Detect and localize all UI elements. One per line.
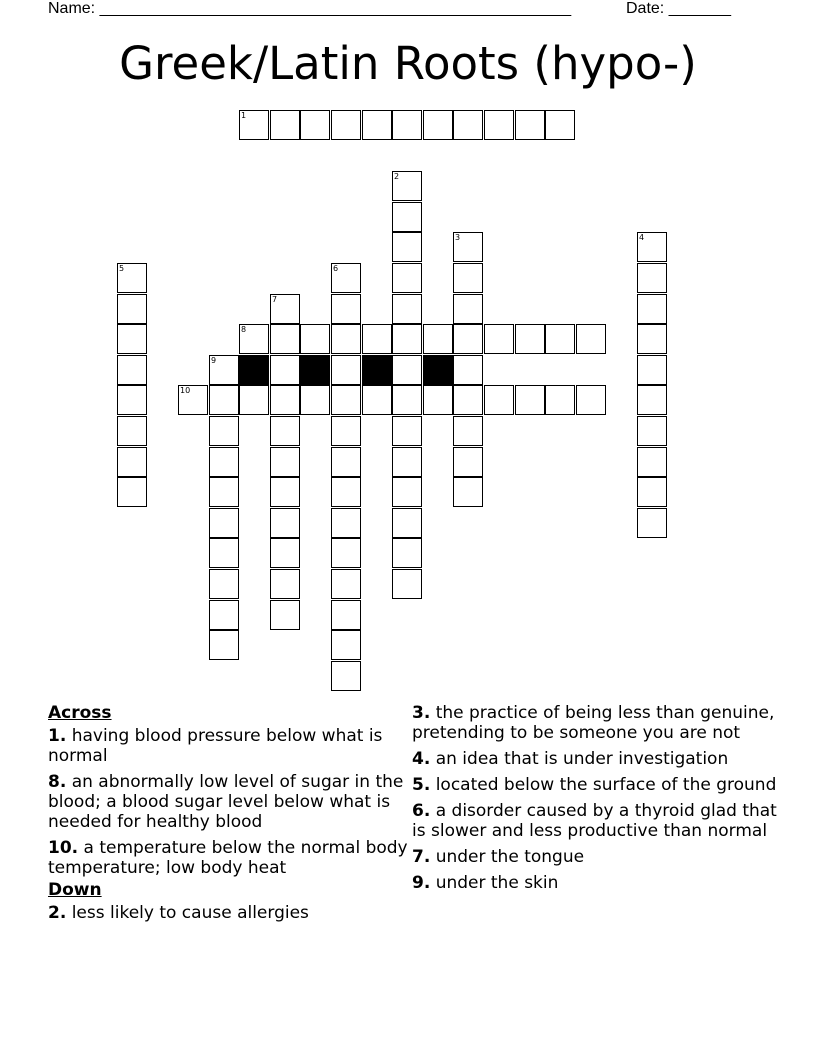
grid-cell-number: 8 xyxy=(241,325,247,334)
grid-cell[interactable] xyxy=(637,447,667,477)
grid-cell-number: 2 xyxy=(394,172,400,181)
across-heading: Across xyxy=(48,703,112,723)
grid-cell[interactable] xyxy=(331,661,361,691)
clue-down-9 xyxy=(412,873,782,893)
clue-across-8 xyxy=(48,772,408,832)
grid-cell[interactable] xyxy=(331,569,361,599)
grid-cell[interactable] xyxy=(453,294,483,324)
grid-cell[interactable] xyxy=(637,355,667,385)
grid-cell[interactable] xyxy=(270,447,300,477)
clue-down-7 xyxy=(412,847,782,867)
grid-cell[interactable] xyxy=(117,263,147,293)
grid-cell[interactable] xyxy=(637,294,667,324)
grid-cell[interactable] xyxy=(453,447,483,477)
grid-cell[interactable] xyxy=(117,416,147,446)
clue-across-10 xyxy=(48,838,408,878)
grid-cell[interactable] xyxy=(270,110,300,140)
grid-cell[interactable] xyxy=(453,232,483,262)
grid-block-cell xyxy=(239,355,269,385)
grid-cell[interactable] xyxy=(515,110,545,140)
grid-cell[interactable] xyxy=(270,324,300,354)
down-heading: Down xyxy=(48,880,102,900)
grid-cell[interactable] xyxy=(209,538,239,568)
grid-cell[interactable] xyxy=(117,447,147,477)
grid-cell[interactable] xyxy=(453,263,483,293)
grid-cell[interactable] xyxy=(392,294,422,324)
name-field[interactable]: Name: _____________________________________________________ xyxy=(48,0,572,17)
clue-number: 4. xyxy=(412,749,431,769)
grid-cell-number: 6 xyxy=(333,264,339,273)
grid-cell[interactable] xyxy=(209,630,239,660)
grid-cell[interactable] xyxy=(331,294,361,324)
grid-cell[interactable] xyxy=(484,110,514,140)
grid-cell[interactable] xyxy=(300,324,330,354)
grid-cell[interactable] xyxy=(392,263,422,293)
clues-right-column xyxy=(412,701,782,893)
clue-down-2 xyxy=(48,903,408,923)
grid-cell[interactable] xyxy=(637,508,667,538)
grid-cell[interactable] xyxy=(117,355,147,385)
clue-number: 8. xyxy=(48,772,67,792)
grid-cell[interactable] xyxy=(331,355,361,385)
grid-cell[interactable] xyxy=(637,385,667,415)
grid-cell[interactable] xyxy=(331,477,361,507)
grid-block-cell xyxy=(300,355,330,385)
grid-cell-number: 7 xyxy=(272,295,278,304)
grid-cell[interactable] xyxy=(300,385,330,415)
clue-text: an idea that is under investigation xyxy=(435,749,729,769)
grid-cell[interactable] xyxy=(515,385,545,415)
clue-across-1 xyxy=(48,726,408,766)
grid-cell[interactable] xyxy=(331,630,361,660)
grid-cell[interactable] xyxy=(545,324,575,354)
grid-cell[interactable] xyxy=(576,324,606,354)
grid-cell[interactable] xyxy=(239,385,269,415)
grid-cell[interactable] xyxy=(209,508,239,538)
grid-cell[interactable] xyxy=(423,110,453,140)
grid-cell[interactable] xyxy=(270,600,300,630)
clue-down-6 xyxy=(412,801,782,841)
grid-cell[interactable] xyxy=(270,569,300,599)
grid-cell[interactable] xyxy=(331,600,361,630)
grid-cell[interactable] xyxy=(300,110,330,140)
date-field[interactable]: Date: _______ xyxy=(626,0,731,17)
grid-cell[interactable] xyxy=(453,385,483,415)
grid-cell[interactable] xyxy=(484,324,514,354)
grid-cell[interactable] xyxy=(423,385,453,415)
grid-cell[interactable] xyxy=(392,355,422,385)
grid-cell[interactable] xyxy=(392,385,422,415)
clue-text: a disorder caused by a thyroid glad that is slower and less productive than normal xyxy=(412,801,777,841)
grid-cell[interactable] xyxy=(423,324,453,354)
grid-cell[interactable] xyxy=(331,538,361,568)
clue-text: an abnormally low level of sugar in the blood; a blood sugar level below what is needed for healthy blood xyxy=(48,772,404,832)
grid-cell[interactable] xyxy=(453,477,483,507)
grid-cell[interactable] xyxy=(209,600,239,630)
grid-cell[interactable] xyxy=(117,385,147,415)
grid-cell[interactable] xyxy=(209,416,239,446)
grid-cell-number: 5 xyxy=(119,264,125,273)
grid-cell[interactable] xyxy=(637,232,667,262)
grid-cell[interactable] xyxy=(209,569,239,599)
grid-cell[interactable] xyxy=(545,110,575,140)
grid-cell[interactable] xyxy=(392,416,422,446)
grid-cell[interactable] xyxy=(270,416,300,446)
clue-number: 6. xyxy=(412,801,431,821)
grid-block-cell xyxy=(362,355,392,385)
grid-cell[interactable] xyxy=(453,324,483,354)
grid-cell-number: 1 xyxy=(241,111,247,120)
clue-text: located below the surface of the ground xyxy=(435,775,777,795)
grid-cell-number: 10 xyxy=(180,386,191,395)
grid-cell[interactable] xyxy=(392,324,422,354)
grid-cell-number: 9 xyxy=(211,356,217,365)
grid-cell[interactable] xyxy=(239,324,269,354)
clue-text: less likely to cause allergies xyxy=(71,903,309,923)
grid-cell[interactable] xyxy=(392,110,422,140)
grid-cell[interactable] xyxy=(117,324,147,354)
grid-cell[interactable] xyxy=(392,171,422,201)
grid-cell[interactable] xyxy=(331,447,361,477)
clue-number: 5. xyxy=(412,775,431,795)
grid-cell[interactable] xyxy=(392,508,422,538)
grid-cell[interactable] xyxy=(545,385,575,415)
clue-number: 2. xyxy=(48,903,67,923)
clue-text: having blood pressure below what is normal xyxy=(48,726,383,766)
grid-cell[interactable] xyxy=(117,294,147,324)
grid-cell[interactable] xyxy=(209,477,239,507)
grid-cell[interactable] xyxy=(362,110,392,140)
clue-number: 9. xyxy=(412,873,431,893)
grid-cell[interactable] xyxy=(637,263,667,293)
grid-cell[interactable] xyxy=(270,477,300,507)
grid-cell[interactable] xyxy=(392,447,422,477)
grid-cell[interactable] xyxy=(484,385,514,415)
clue-number: 1. xyxy=(48,726,67,746)
grid-cell[interactable] xyxy=(392,202,422,232)
grid-cell[interactable] xyxy=(331,263,361,293)
grid-cell[interactable] xyxy=(331,324,361,354)
grid-cell[interactable] xyxy=(270,355,300,385)
grid-cell[interactable] xyxy=(392,538,422,568)
grid-cell-number: 3 xyxy=(455,233,461,242)
grid-cell[interactable] xyxy=(637,324,667,354)
grid-cell[interactable] xyxy=(270,294,300,324)
grid-cell[interactable] xyxy=(453,355,483,385)
page-title: Greek/Latin Roots (hypo-) xyxy=(119,37,697,90)
grid-cell[interactable] xyxy=(331,110,361,140)
grid-cell[interactable] xyxy=(239,110,269,140)
clue-down-4 xyxy=(412,749,782,769)
grid-cell[interactable] xyxy=(392,477,422,507)
clue-number: 3. xyxy=(412,703,431,723)
grid-cell[interactable] xyxy=(453,110,483,140)
grid-cell[interactable] xyxy=(209,385,239,415)
clue-text: the practice of being less than genuine, pretending to be someone you are not xyxy=(412,703,775,743)
grid-cell[interactable] xyxy=(270,385,300,415)
grid-cell[interactable] xyxy=(331,508,361,538)
clues-left-column xyxy=(48,701,408,923)
clue-down-5 xyxy=(412,775,782,795)
clue-down-3 xyxy=(412,703,782,743)
grid-cell[interactable] xyxy=(209,355,239,385)
clue-number: 7. xyxy=(412,847,431,867)
grid-block-cell xyxy=(423,355,453,385)
grid-cell[interactable] xyxy=(117,477,147,507)
grid-cell[interactable] xyxy=(331,385,361,415)
clue-text: under the skin xyxy=(435,873,559,893)
grid-cell[interactable] xyxy=(453,416,483,446)
clue-text: under the tongue xyxy=(435,847,585,867)
grid-cell[interactable] xyxy=(515,324,545,354)
grid-cell[interactable] xyxy=(392,232,422,262)
grid-cell[interactable] xyxy=(576,385,606,415)
clue-number: 10. xyxy=(48,838,79,858)
grid-cell[interactable] xyxy=(362,385,392,415)
grid-cell[interactable] xyxy=(270,508,300,538)
clue-text: a temperature below the normal body temperature; low body heat xyxy=(48,838,408,878)
grid-cell[interactable] xyxy=(392,569,422,599)
grid-cell[interactable] xyxy=(270,538,300,568)
grid-cell[interactable] xyxy=(331,416,361,446)
grid-cell[interactable] xyxy=(637,416,667,446)
grid-cell[interactable] xyxy=(209,447,239,477)
grid-cell[interactable] xyxy=(362,324,392,354)
grid-cell-number: 4 xyxy=(639,233,645,242)
grid-cell[interactable] xyxy=(637,477,667,507)
grid-cell[interactable] xyxy=(178,385,208,415)
